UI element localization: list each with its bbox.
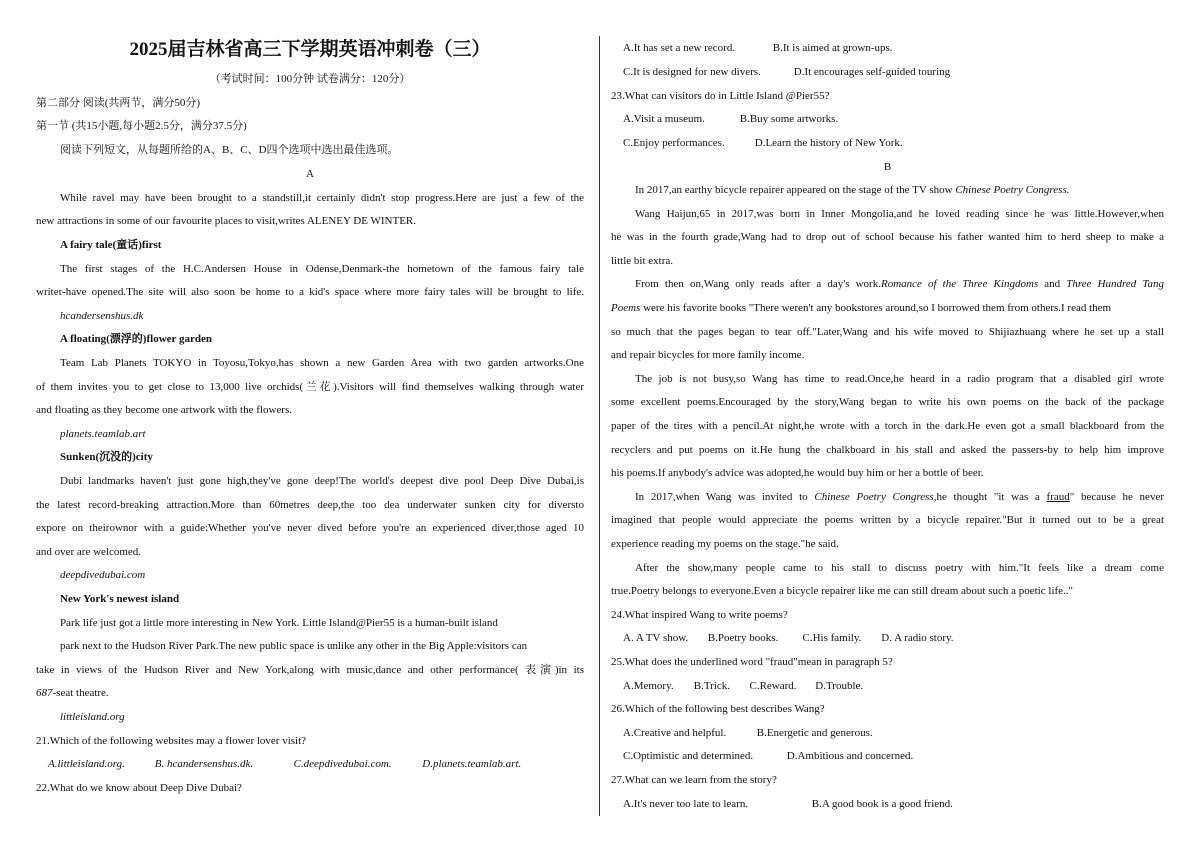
column-divider: [599, 36, 600, 816]
question-23: 23.What can visitors do in Little Island @Pier55?: [611, 90, 830, 102]
passage-a-intro-line: new attractions in some of our favourite places to visit,writes ALENEY DE WINTER.: [36, 215, 417, 227]
question-26-options-row: [611, 749, 1164, 763]
option-b: B.Energetic and generous.: [756, 727, 873, 739]
underlined-word: fraud: [1046, 491, 1070, 503]
option-a: A.It has set a new record.: [623, 42, 736, 54]
paragraph-line: and floating as they become one artwork with the flowers.: [36, 404, 292, 416]
paragraph-line: little bit extra.: [611, 255, 674, 267]
paragraph-line: some excellent poems.Encouraged by the story,Wang began to write his own poems on the back of the package: [611, 396, 1164, 408]
option-a: A.Creative and helpful.: [623, 727, 727, 739]
paragraph-line: expore on theirownor with a guide:Whether you've never dived before you're an experienced diver,those aged 10: [36, 522, 584, 534]
book-title: Poems: [611, 302, 641, 314]
text-run: From then on,Wang only reads after a day's work.: [635, 278, 881, 290]
paragraph-line: Wang Haijun,65 in 2017,was born in Inner Mongolia,and he loved reading since he was little.However,when: [635, 208, 1164, 220]
question-21-options: [36, 757, 584, 771]
heading-fairy-tale: A fairy tale(童话)first: [60, 239, 162, 251]
page-title: 2025届吉林省高三下学期英语冲刺卷（三）: [129, 39, 491, 60]
option-d: D.Learn the history of New York.: [754, 137, 903, 149]
paragraph-line: park next to the Hudson River Park.The new public space is unlike any other in the Big Apple:visitors can: [60, 640, 528, 652]
instruction-text: 阅读下列短文，从每题所给的A、B、C、D四个选项中选出最佳选项。: [60, 144, 399, 156]
exam-info: （考试时间：100分钟 试卷满分：120分）: [209, 73, 411, 85]
show-title: Chinese Poetry Congress: [814, 491, 934, 503]
section-first-heading: 第一节 (共15小题,每小题2.5分，满分37.5分): [36, 120, 247, 132]
question-22-options-row: [611, 65, 1164, 79]
option-c: C.It is designed for new divers.: [623, 66, 761, 78]
paragraph-line: [611, 183, 1164, 197]
paragraph-line: [611, 277, 1164, 291]
question-25: 25.What does the underlined word "fraud"mean in paragraph 5?: [611, 656, 893, 668]
paragraph-line: experience reading my poems on the stage."he said.: [611, 538, 839, 550]
question-26: 26.Which of the following best describes Wang?: [611, 703, 825, 715]
website-url: planets.teamlab.art: [60, 428, 146, 440]
option-b: B.Trick.: [693, 680, 731, 692]
paragraph-line: of them invites you to get close to 13,000 live orchids(兰花).Visitors will find themselves walking through water: [36, 381, 584, 393]
option-a: A.littleisland.org.: [48, 758, 125, 770]
book-title: Three Hundred Tang: [1066, 278, 1164, 290]
text-run: " because he never: [1069, 491, 1164, 503]
question-25-options: [611, 679, 1164, 693]
text-run: In 2017,an earthy bicycle repairer appeared on the stage of the TV show: [635, 184, 956, 196]
option-d: D.planets.teamlab.art.: [422, 758, 522, 770]
seat-text: -seat theatre.: [52, 687, 109, 699]
paragraph-line: The job is not busy,so Wang has time to read.Once,he heard in a radio program that a disabled girl wrote: [635, 373, 1164, 385]
passage-a-label: A: [306, 168, 314, 180]
seat-count: 687: [36, 687, 53, 699]
section-part-heading: 第二部分 阅读(共两节，满分50分): [36, 97, 201, 109]
option-b: B.It is aimed at grown-ups.: [772, 42, 893, 54]
question-22: 22.What do we know about Deep Dive Dubai?: [36, 782, 242, 794]
paragraph-line: [611, 301, 1164, 315]
paragraph-line: recyclers and put poems on it.He hung the chalkboard in his stall and asked the passers-by to help him improve: [611, 444, 1164, 456]
text-run: In 2017,when Wang was invited to: [635, 491, 815, 503]
paragraph-line: and repair bicycles for more family income.: [611, 349, 805, 361]
question-22-options-row: [611, 41, 1164, 55]
option-b: B.Buy some artworks.: [739, 113, 839, 125]
option-a: A.It's never too late to learn.: [623, 798, 749, 810]
option-d: D.Ambitious and concerned.: [786, 750, 914, 762]
question-27-options-row: [611, 797, 1164, 811]
option-c: C.Reward.: [749, 680, 797, 692]
paragraph-line: writer-have opened.The site will also soon be home to a kid's space where more fairy tales will be brought to life.: [36, 286, 584, 298]
text-run: ,he thought "it was a: [933, 491, 1047, 503]
option-d: D.It encourages self-guided touring: [793, 66, 951, 78]
paragraph-line: true.Poetry belongs to everyone.Even a bicycle repairer like me can still dream about such a poetic life..": [611, 585, 1074, 597]
paragraph-line: After the show,many people came to his stall to discuss poetry with him."It feels like a dream come: [635, 562, 1164, 574]
paragraph-line: [611, 490, 1164, 504]
option-d: D.Trouble.: [815, 680, 864, 692]
option-b: B.A good book is a good friend.: [811, 798, 953, 810]
paragraph-line: his poems.If anybody's advice was adopted,he would buy him or her a bottle of beer.: [611, 467, 984, 479]
paragraph-line: [36, 686, 584, 700]
show-title: Chinese Poetry Congress.: [955, 184, 1070, 196]
heading-sunken-city: Sunken(沉没的)city: [60, 451, 153, 463]
text-run: and: [1038, 278, 1067, 290]
text-run: were his favorite books "There weren't any bookstores around,so I borrowed them from others.I read them: [640, 302, 1112, 314]
paragraph-line: Dubi landmarks haven't just gone high,they've gone deep!The world's deepest dive pool Deep Dive Dubai,is: [60, 475, 584, 487]
option-d: D. A radio story.: [881, 632, 954, 644]
book-title: Romance of the Three Kingdoms: [880, 278, 1039, 290]
option-a: A.Visit a museum.: [623, 113, 705, 125]
option-b: B. hcandersenshus.dk.: [154, 758, 254, 770]
paragraph-line: Park life just got a little more interesting in New York. Little Island@Pier55 is a human-built island: [60, 617, 498, 629]
question-23-options-row: [611, 112, 1164, 126]
website-url: littleisland.org: [60, 711, 125, 723]
paragraph-line: the latest record-breaking attraction.More than 60metres deep,the too dea underwater sunken city for diversto: [36, 499, 584, 511]
paragraph-line: he was in the fourth grade,Wang had to drop out of school because his father wanted him to herd sheep to make a: [611, 231, 1164, 243]
paragraph-line: The first stages of the H.C.Andersen House in Odense,Denmark-the hometown of the famous fairy tale: [60, 263, 584, 275]
website-url: hcandersenshus.dk: [60, 310, 144, 322]
paragraph-line: take in views of the Hudson River and New York,along with music,dance and other performance( 表演)in its: [36, 664, 584, 676]
passage-a-intro-line: While ravel may have been brought to a standstill,it certainly didn't stop progress.Here are just a few of the: [60, 192, 584, 204]
paragraph-line: Team Lab Planets TOKYO in Toyosu,Tokyo,has shown a new Garden Area with two garden artworks.One: [60, 357, 584, 369]
paragraph-line: paper of the tires with a pencil.At night,he wrote with a torch in the dark.He even got a small blackboard from the: [611, 420, 1164, 432]
option-c: C.deepdivedubai.com.: [293, 758, 392, 770]
option-a: A.Memory.: [623, 680, 674, 692]
paragraph-line: imagined that people would appreciate the poems written by a bicycle repairer."But it turned out to be a great: [611, 514, 1164, 526]
option-c: C.Optimistic and determined.: [623, 750, 754, 762]
question-26-options-row: [611, 726, 1164, 740]
question-24-options: [611, 631, 1164, 645]
paragraph-line: and over are welcomed.: [36, 546, 142, 558]
left-column: [36, 0, 584, 849]
heading-flower-garden: A floating(漂浮的)flower garden: [60, 333, 212, 345]
question-21: 21.Which of the following websites may a flower lover visit?: [36, 735, 307, 747]
option-c: C.Enjoy performances.: [623, 137, 725, 149]
question-27: 27.What can we learn from the story?: [611, 774, 777, 786]
question-23-options-row: [611, 136, 1164, 150]
option-a: A. A TV show.: [623, 632, 689, 644]
option-b: B.Poetry books.: [707, 632, 779, 644]
option-c: C.His family.: [802, 632, 862, 644]
passage-b-label: B: [883, 161, 892, 173]
heading-new-york-island: New York's newest island: [60, 593, 180, 605]
website-url: deepdivedubai.com: [60, 569, 146, 581]
right-column: [611, 0, 1164, 849]
question-24: 24.What inspired Wang to write poems?: [611, 609, 788, 621]
paragraph-line: so much that the pages began to tear off."Later,Wang and his wife moved to Shijiazhuang where he set up a stall: [611, 326, 1164, 338]
